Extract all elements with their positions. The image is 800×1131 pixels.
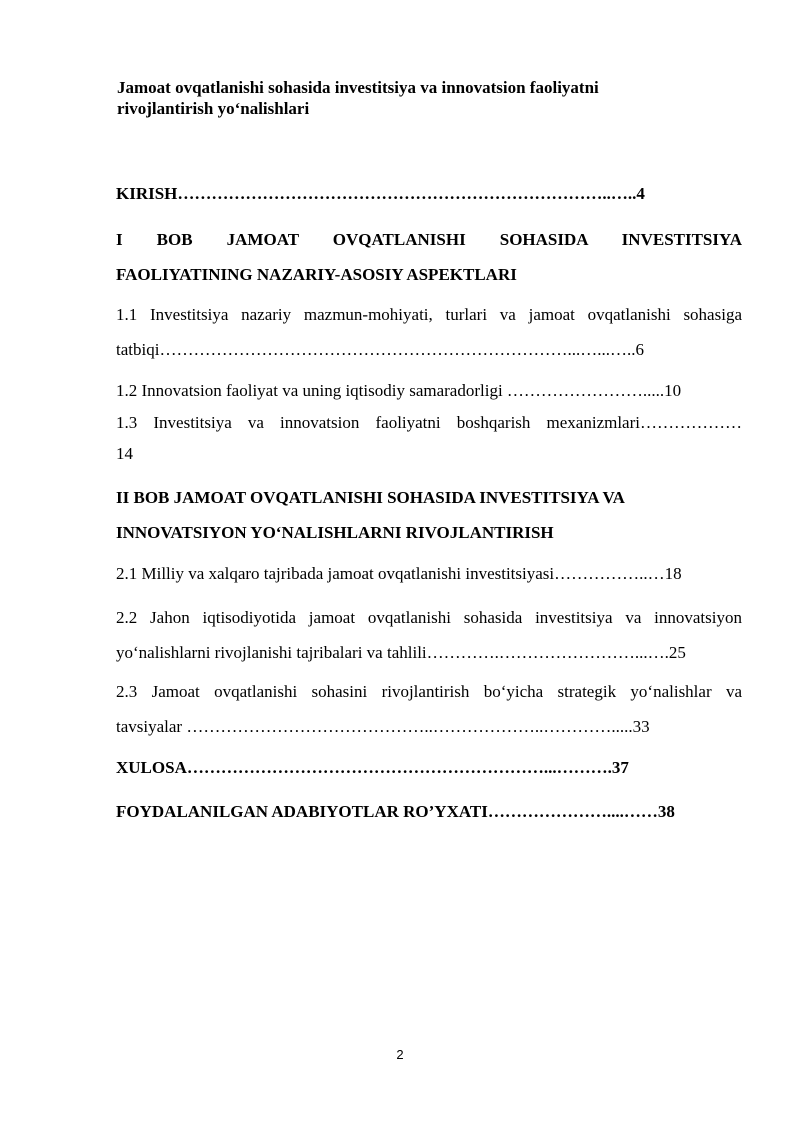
toc-entry-1-2 bbox=[116, 373, 742, 408]
toc-entry-2-3 bbox=[116, 674, 742, 744]
document-title-line-2: rivojlantirish yo‘nalishlari bbox=[117, 99, 310, 118]
toc-entry-chapter-2 bbox=[116, 480, 742, 550]
toc-1-3-line-1: 1.3 Investitsiya va innovatsion faoliyatni boshqarish mexanizmlari……………… bbox=[116, 413, 742, 432]
toc-1-2-text: 1.2 Innovatsion faoliyat va uning iqtisodiy samaradorligi …………………….....10 bbox=[116, 381, 682, 400]
toc-2-2-line-1: 2.2 Jahon iqtisodiyotida jamoat ovqatlanishi sohasida investitsiya va innovatsiyon bbox=[116, 608, 742, 627]
toc-1-1-line-1: 1.1 Investitsiya nazariy mazmun-mohiyati, turlari va jamoat ovqatlanishi sohasiga bbox=[116, 305, 742, 324]
toc-entry-adabiyotlar bbox=[116, 794, 742, 829]
toc-chapter2-line-1: II BOB JAMOAT OVQATLANISHI SOHASIDA INVESTITSIYA VA bbox=[116, 488, 625, 507]
toc-adabiyotlar-text: FOYDALANILGAN ADABIYOTLAR RO’YXATI…………………....……38 bbox=[116, 802, 675, 821]
page-number: 2 bbox=[396, 1047, 404, 1062]
toc-entry-1-3 bbox=[116, 405, 742, 471]
toc-1-3-line-2: 14 bbox=[116, 444, 133, 463]
toc-2-3-line-2: tavsiyalar ……………………………………..………………..………….....33 bbox=[116, 717, 650, 736]
toc-entry-1-1 bbox=[116, 297, 742, 367]
document-title-line-1: Jamoat ovqatlanishi sohasida investitsiya va innovatsion faoliyatni bbox=[117, 78, 599, 97]
toc-2-1-text: 2.1 Milliy va xalqaro tajribada jamoat ovqatlanishi investitsiyasi……………..…18 bbox=[116, 564, 682, 583]
toc-2-2-line-2: yo‘nalishlarni rivojlanishi tajribalari va tahlili………….……………………...….25 bbox=[116, 643, 686, 662]
document-title bbox=[117, 77, 737, 119]
toc-2-3-line-1: 2.3 Jamoat ovqatlanishi sohasini rivojlantirish bo‘yicha strategik yo‘nalishlar va bbox=[116, 682, 742, 701]
toc-chapter2-line-2: INNOVATSIYON YO‘NALISHLARNI RIVOJLANTIRISH bbox=[116, 523, 554, 542]
toc-entry-2-2 bbox=[116, 600, 742, 670]
toc-entry-chapter-1 bbox=[116, 222, 742, 292]
toc-entry-xulosa bbox=[116, 750, 742, 785]
toc-entry-2-1 bbox=[116, 556, 742, 591]
toc-xulosa-text: XULOSA………………………………………………………...……….37 bbox=[116, 758, 629, 777]
toc-kirish-text: KIRISH…………………………………………………………………..…..4 bbox=[116, 184, 645, 203]
toc-entry-kirish bbox=[116, 176, 742, 211]
toc-chapter1-line-1: I BOB JAMOAT OVQATLANISHI SOHASIDA INVESTITSIYA bbox=[116, 230, 742, 249]
toc-1-1-line-2: tatbiqi………………………………………………………………...…...…..6 bbox=[116, 340, 644, 359]
toc-chapter1-line-2: FAOLIYATINING NAZARIY-ASOSIY ASPEKTLARI bbox=[116, 265, 517, 284]
